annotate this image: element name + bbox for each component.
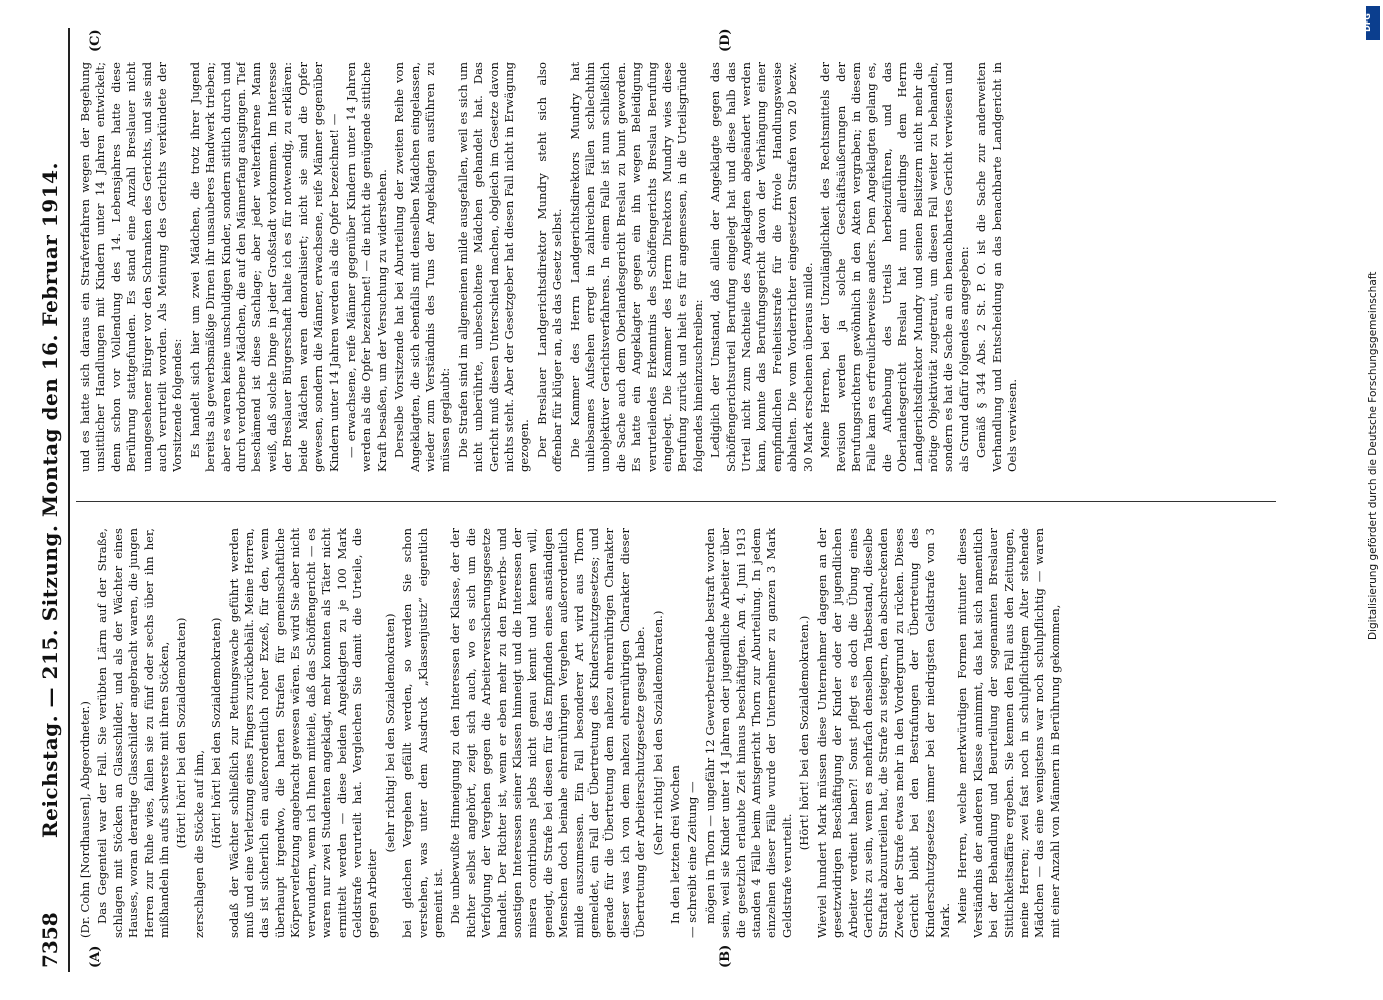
paragraph: Meine Herren, welche merkwürdigen Formen mitunter dieses Verständnis der anderen Klasse annimmt, das hat sich namentlich bei der Behandlung und Beurteilung der sogenannten Breslauer Sittlichkeitsaffäre ergeben. Sie kennen den Fall aus den Zeitungen, meine Herren; zwei fast noch in schulpflichtigem Alter stehende Mädchen — das eine wenigstens war noch schulpflichtig — waren mit einer Anzahl von Männern in Berührung gekommen, [955,528,1062,938]
page-number: 7358 [38,912,62,968]
quotation: Lediglich der Umstand, daß allein der Angeklagte gegen das Schöffengerichtsurteil Berufung eingelegt hat und diese halb das Urteil nicht zum Nachteile des Angeklagten abgeändert werden kann, konnte das Berufungsgericht davon der Verhängung einer empfindlichen Freiheitsstrafe für die frivole Handlungsweise abhalten. Die vom Vorderrichter eingesetzten Strafen von 20 bezw. 30 Mark erscheinen überaus milde. [708,62,815,472]
paragraph: sodaß der Wächter schließlich zur Rettungswache geführt werden muß und eine Verletzung eines Fingers zurückbehält. Meine Herren, das ist sicherlich ein außerordentlich roher Exzeß, für den, wenn überhaupt irgendwo, die harten Strafen für gemeinschaftliche Körperverletzung angebracht gewesen wären. Es wird Sie aber nicht verwundern, wenn ich Ihnen mitteile, daß das Schöffengericht — es waren nur zwei Studenten angeklagt, mehr konnten als Täter nicht ermittelt werden — diese beiden Angeklagten zu je 100 Mark Geldstrafe verurteilt hat. Vergleichen Sie damit die Urteile, die gegen Arbeiter [226,528,380,938]
digitization-credit [1363,0,1383,1000]
page-header [28,28,68,972]
paragraph: In den letzten drei Wochen [668,765,683,924]
column-divider [76,501,1276,502]
rotated-page-content [28,28,1318,972]
margin-marker-b: (B) [718,944,733,968]
interjection: (sehr richtig! bei den Sozialdemokraten) [382,613,397,853]
interjection: (Sehr richtig! bei den Sozialdemokraten.) [650,610,665,856]
margin-marker-c: (C) [88,29,103,52]
paragraph: Derselbe Vorsitzende hat bei Aburteilung der zweiten Reihe von Angeklagten, die sich ebenfalls mit denselben Mädchen eingelassen, wieder zum Verständnis des Tuns der Angeklagten ausführen zu müssen geglaubt: [392,62,453,472]
paragraph: — erwachsene, reife Männer gegenüber Kindern unter 14 Jahren werden als die Opfer bezeichnet! — die nicht die genügende sittliche Kraft besaßen, um der Versuchung zu widerstehen. [343,62,389,472]
interjection: (Hört! hört! bei den Sozialdemokraten) [174,617,189,849]
quotation: Gemäß § 344 Abs. 2 St. P. O. ist die Sache zur anderweiten Verhandlung und Entscheidung an das benachbarte Landgericht in Oels verwiesen. [974,62,1019,472]
quotation: Es handelt sich hier um zwei Mädchen, die trotz ihrer Jugend bereits als gewerbsmäßige Dirnen ihr unsauberes Handwerk trieben; aber es waren keine unschuldigen Kinder, sondern sittlich durch und durch verdorbene Mädchen, die auf den Männerfang ausgingen. Tief beschämend ist diese Sachlage; aber jeder welterfahrene Mann weiß, daß solche Dinge in jeder Großstadt vorkommen. Im Interesse der Breslauer Bürgerschaft halte ich es für notwendig, zu erklären: beide Mädchen waren demoralisiert; nicht sie sind die Opfer gewesen, sondern die Männer, erwachsene, reife Männer gegenüber Kindern unter 14 Jahren werden als die Opfer bezeichnet! — [187,62,341,472]
scanned-page [28,28,1318,972]
paragraph: bei gleichen Vergehen gefällt werden, so werden Sie schon verstehen, was unter dem Ausdruck „Klassenjustiz“ eigentlich gemeint ist. [400,528,445,938]
paragraph: und es hatte sich daraus ein Strafverfahren wegen der Begehung unsittlicher Handlungen mit Kindern unter 14 Jahren entwickelt; denn schon vor Vollendung des 14. Lebensjahres hatte diese Berührung stattgefunden. Es stand eine Anzahl Breslauer nicht unangesehener Bürger vor den Schranken des Gerichts, und sie sind auch verurteilt worden. Als Meinung des Gerichts verkündete der Vorsitzende folgendes: [78,62,185,472]
header-rule [68,28,70,972]
paragraph: Der Breslauer Landgerichtsdirektor Mundry steht sich also offenbar für klüger an, als das Gesetz selbst. [534,62,565,472]
interjection: (Hört! hört! bei den Sozialdemokraten.) [797,615,812,851]
paragraph: Die unbewußte Hinneigung zu den Interessen der Klasse, der der Richter selbst angehört, zeigt sich auch, wo es sich um die Verfolgung der Vergehen gegen die Arbeiterversicherungsgesetze handelt. Der Richter ist, wenn er eben mehr zu den Erwerbs- und sonstigen Interessen seiner Klassen hinneigt und die Interessen der misera contribuens plebs nicht genau kennt und kennen will, geneigt, die Strafe bei diesen für das Empfinden eines anständigen Menschen doch beinahe ehrenrührigen Vergehen außerordentlich milde auszumessen. Ein Fall besonderer Art wird aus Thorn gemeldet, ein Fall der Übertretung des Kinderschutzgesetzes; und gerade für die Übertretung dem nahezu ehrenrührigen Charakter dieser was ich von dem nahezu ehrenrührigen Charakter dieser Übertretung der Arbeiterschutzgesetze gesagt habe. [448,528,648,938]
page-title: Reichstag. — 215. Sitzung. Montag den 16. Februar 1914. [38,162,62,838]
interjection: (Hört! hört! bei den Sozialdemokraten) [209,617,224,849]
paragraph: Das Gegenteil war der Fall. Sie verübten Lärm auf der Straße, schlagen mit Stöcken an Glasschilder, und als der Wächter eines Hauses, woran derartige Glasschilder angebracht waren, die jungen Herren zur Ruhe wies, fallen sie zu fünf oder sechs über ihn her, mißhandeln ihn aufs schwerste mit ihren Stöcken, [95,528,172,938]
paragraph: — schreibt eine Zeitung — [685,781,700,938]
credit-text: Digitalisierung gefördert durch die Deutsche Forschungsgemeinschaft [1367,271,1379,640]
paragraph: Wieviel hundert Mark müssen diese Unternehmer dagegen an der gesetzwidrigen Beschäftigung der Kinder oder der jugendlichen Arbeiter verdient haben?! Sonst pflegt es doch die Übung eines Gerichts zu sein, wenn es mehrfach denselben Tatbestand, dieselbe Straftat abzuurteilen hat, die Strafe zu steigern, den abschreckenden Zweck der Strafe etwas mehr in den Vordergrund zu rücken. Dieses Gericht bleibt bei den Bestrafungen der Übertretung des Kinderschutzgesetzes immer bei der niedrigsten Geldstrafe von 3 Mark. [814,528,952,938]
quotation: Die Strafen sind im allgemeinen milde ausgefallen, weil es sich um nicht unberührte, unbescholtene Mädchen gehandelt hat. Das Gericht muß diesen Unterschied machen, obgleich im Gesetze davon nichts steht. Aber der Gesetzgeber hat diesen Fall nicht in Erwägung gezogen. [455,62,532,472]
speaker-line: (Dr. Cohn [Nordhausen], Abgeordneter.) [78,701,92,938]
quotation: mögen in Thorn — ungefähr 12 Gewerbetreibende bestraft worden sein, weil sie Kinder unter 14 Jahren oder jugendliche Arbeiter über die gesetzlich erlaubte Zeit hinaus beschäftigten. Am 4. Juni 1913 standen 4 Fälle beim Amtsgericht Thorn zur Aburteilung. In jedem einzelnen dieser Fälle wurde der Unternehmer zu ganzen 3 Mark Geldstrafe verurteilt. [702,528,794,938]
right-column [78,62,1268,472]
paragraph: Die Kammer des Herrn Landgerichtsdirektors Mundry hat unliebsames Aufsehen erregt in zahlreichen Fällen schlechthin unobjektiver Gerichtsverfahrens. In einem Falle ist nun schließlich die Sache auch dem Oberlandesgericht Breslau zu bunt geworden. Es hatte ein Angeklagter gegen ein ihn wegen Beleidigung verurteilendes Erkenntnis des Schöffengerichts Breslau Berufung eingelegt. Die Kammer des Herrn Direktors Mundry wies diese Berufung zurück und hielt es für angemessen, in die Urteilsgründe folgendes hineinzuschreiben: [567,62,705,472]
paragraph: Meine Herren, bei der Unzulänglichkeit des Rechtsmittels der Revision werden ja solche Geschäftsäußerungen der Berufungsrichtern gewöhnlich in den Akten vergraben; in diesem Falle kam es erfreulicherweise anders. Dem Angeklagten gelang es, die Aufhebung des Urteils herbeizuführen, und das Oberlandesgericht Breslau hat nun allerdings dem Herrn Landgerichtsdirektor Mundry und seinen Beisitzern nicht mehr die nötige Objektivität zugetraut, um diesen Fall weiter zu behandeln, sondern es hat die Sache an ein benachbartes Gericht verwiesen und als Grund dafür folgendes angegeben: [818,62,971,472]
margin-marker-d: (D) [718,28,733,52]
dfg-logo: DFG [1366,6,1380,40]
paragraph: zerschlagen die Stöcke auf ihm, [191,749,206,938]
left-column [78,528,1268,938]
margin-marker-a: (A) [88,945,103,968]
